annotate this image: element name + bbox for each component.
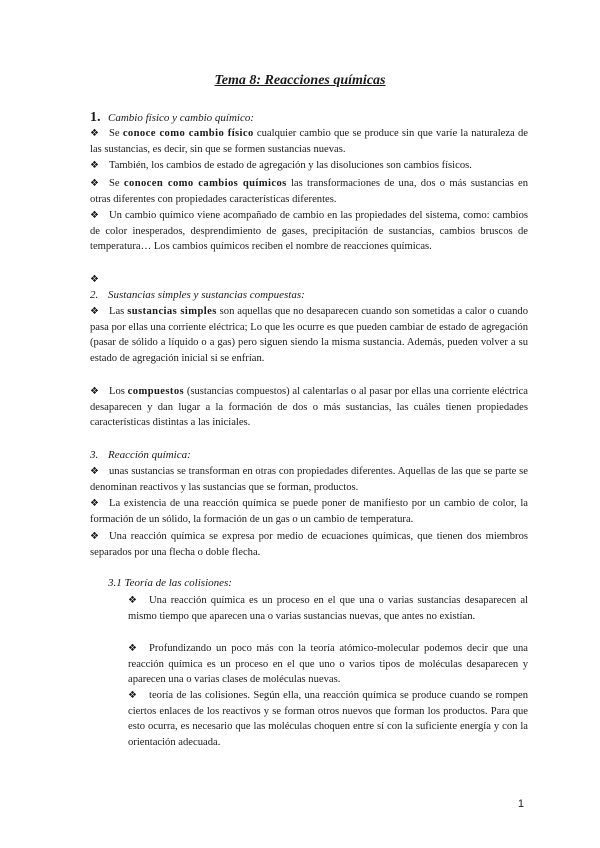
paragraph: Profundizando un poco más con la teoría atómico-molecular podemos decir que una reacción química es un proceso en el que uno o varios tipos de moléculas desaparecen y aparecen una o varias clases de moléculas nuevas. [128,643,528,686]
diamond-bullet-icon: ❖ [90,306,99,317]
paragraph: Se conoce como cambio físico cualquier cambio que se produce sin que varíe la naturaleza de las sustancias, es decir, sin que se formen sustancias nuevas. [90,128,528,155]
section-1-heading [90,110,254,126]
paragraph: La existencia de una reacción química se puede poner de manifiesto por un cambio de color, la formación de un sólido, la formación de un gas o un cambio de temperatura. [90,498,528,525]
paragraph: También, los cambios de estado de agregación y las disoluciones son cambios físicos. [109,160,472,171]
diamond-bullet-icon: ❖ [90,498,99,509]
diamond-bullet-icon: ❖ [128,643,137,654]
diamond-bullet-icon: ❖ [90,386,99,397]
highlight-term: compuestos [127,386,185,397]
section-3-title: Reacción química: [108,449,191,461]
paragraph: Un cambio químico viene acompañado de cambio en las propiedades del sistema, como: cambios de color inesperados, desprendimiento de gases, precipitación de sustancias, cambios bruscos de temperatura… Los cambios químicos reciben el nombre de reacciones químicas. [90,210,528,253]
paragraph: Una reacción química se expresa por medio de ecuaciones químicas, que tienen dos miembros separados por una flecha o doble flecha. [90,531,528,558]
section-1-number: 1. [90,110,101,125]
diamond-bullet-icon: ❖ [90,210,99,221]
diamond-bullet-icon: ❖ [128,690,137,701]
section-2-number: 2. [90,289,99,301]
highlight-term: conoce como cambio físico [122,128,254,139]
paragraph: Se conocen como cambios químicos las transformaciones de una, dos o más sustancias en otras diferentes con propiedades características diferentes. [90,178,528,205]
paragraph: Una reacción química es un proceso en el que una o varias sustancias desaparecen al mismo tiempo que aparecen una o varias sustancias nuevas, que antes no existían. [128,595,528,622]
paragraph: teoría de las colisiones. Según ella, una reacción química se produce cuando se rompen ciertos enlaces de los reactivos y se forman otros nuevos que forman los productos. Para que esto ocurra, es necesario que las moléculas choquen entre sí con la suficiente energía y con la orientación adecuada. [128,690,528,748]
diamond-bullet-icon: ❖ [90,274,99,285]
paragraph: unas sustancias se transforman en otras con propiedades diferentes. Aquellas de las que se parte se denominan reactivos y las sustancias que se forman, productos. [90,466,528,493]
diamond-bullet-icon: ❖ [90,531,99,542]
highlight-term: sustancias simples [127,306,217,317]
highlight-term: conocen como cambios químicos [123,178,287,189]
paragraph: Los compuestos (sustancias compuestos) al calentarlas o al pasar por ellas una corriente eléctrica desaparecen y dan lugar a la formación de dos o más sustancias, las cuáles tienen propiedades características distintas a las iniciales. [90,386,528,429]
paragraph: Las sustancias simples son aquellas que no desaparecen cuando son sometidas a calor o cuando pasa por ellas una corriente eléctrica; Lo que les ocurre es que pueden cambiar de estado de agregación (pasar de sólido a líquido o a gas) pero siguen siendo la misma sustancia. Además, pueden volver a su estado de agregación inicial si se enfrían. [90,306,528,364]
diamond-bullet-icon: ❖ [90,178,99,189]
diamond-bullet-icon: ❖ [90,160,99,171]
diamond-bullet-icon: ❖ [128,595,137,606]
section-2-heading [90,288,305,303]
section-1-title: Cambio físico y cambio químico: [108,112,255,124]
diamond-bullet-icon: ❖ [90,128,99,139]
diamond-bullet-icon: ❖ [90,466,99,477]
section-3-heading [90,448,191,463]
subsection-3-1-heading: 3.1 Teoría de las colisiones: [108,577,232,589]
section-2-title: Sustancias simples y sustancias compuestas: [108,289,305,301]
page-title: Tema 8: Reacciones químicas [214,73,386,88]
section-3-number: 3. [90,449,99,461]
page-number: 1 [517,798,524,810]
